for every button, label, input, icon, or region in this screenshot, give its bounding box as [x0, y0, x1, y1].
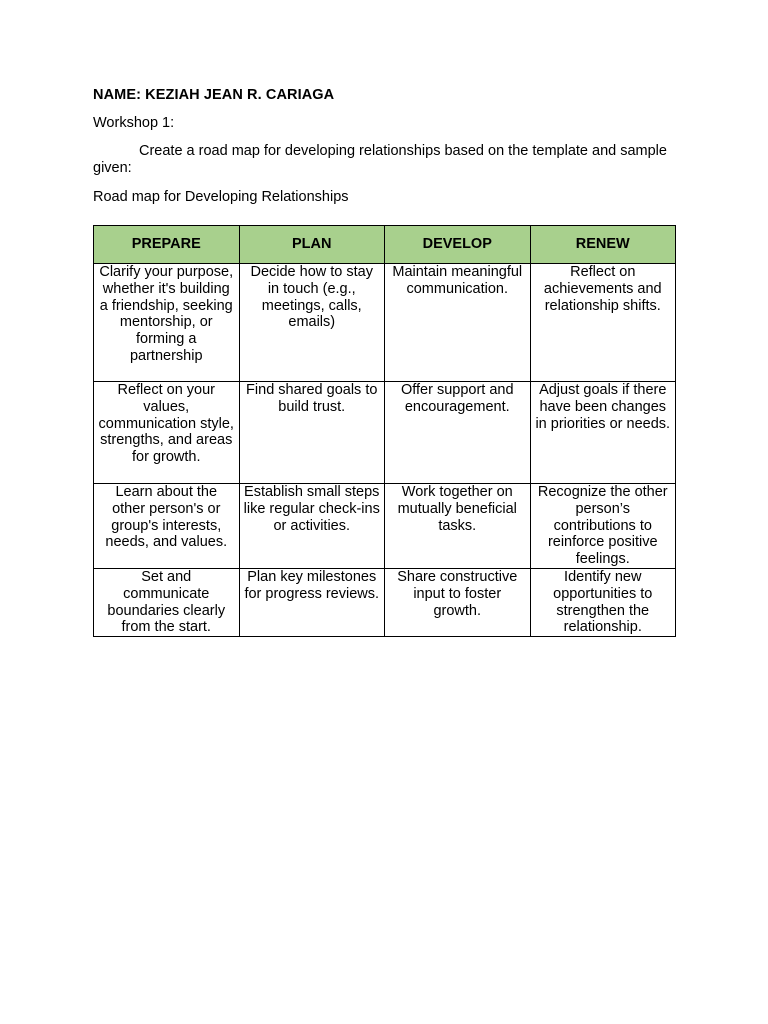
table-cell	[385, 484, 531, 569]
column-header-renew: RENEW	[530, 226, 676, 264]
cell-text: Adjust goals if there have been changes in priorities or needs.	[535, 382, 671, 432]
table-header-row	[94, 226, 676, 264]
column-header-plan: PLAN	[239, 226, 385, 264]
cell-text: Find shared goals to build trust.	[246, 382, 378, 415]
cell-text: Reflect on achievements and relationship shifts.	[543, 264, 662, 314]
table-row	[94, 484, 676, 569]
cell-text: Clarify your purpose, whether it's building a friendship, seeking mentorship, or forming a partnership	[99, 264, 234, 364]
column-header-develop: DEVELOP	[385, 226, 531, 264]
table-cell	[94, 382, 240, 484]
table-row	[94, 382, 676, 484]
cell-text: Plan key milestones for progress reviews.	[244, 569, 380, 602]
table-row	[94, 264, 676, 382]
instruction-text: Create a road map for developing relationships based on the template and sample given:	[93, 143, 667, 176]
table-cell	[94, 264, 240, 382]
cell-text: Offer support and encouragement.	[400, 382, 514, 415]
cell-text: Decide how to stay in touch (e.g., meetings, calls, emails)	[250, 264, 373, 331]
table-cell	[239, 484, 385, 569]
cell-text: Recognize the other person’s contributions to reinforce positive feelings.	[537, 484, 668, 568]
table-cell	[239, 569, 385, 637]
table-cell	[530, 484, 676, 569]
cell-text: Establish small steps like regular check-ins or activities.	[243, 484, 380, 534]
table-cell	[530, 382, 676, 484]
cell-text: Share constructive input to foster growth.	[397, 569, 518, 619]
table-cell	[239, 264, 385, 382]
table-cell	[94, 569, 240, 637]
cell-text: Work together on mutually beneficial tasks.	[397, 484, 517, 534]
column-header-prepare: PREPARE	[94, 226, 240, 264]
workshop-label: Workshop 1:	[93, 115, 175, 131]
roadmap-title: Road map for Developing Relationships	[93, 189, 349, 205]
table-cell	[385, 569, 531, 637]
table-cell	[385, 264, 531, 382]
table-cell	[530, 569, 676, 637]
cell-text: Maintain meaningful communication.	[392, 264, 523, 297]
table-cell	[385, 382, 531, 484]
cell-text: Set and communicate boundaries clearly from the start.	[107, 569, 226, 636]
student-name: NAME: KEZIAH JEAN R. CARIAGA	[93, 87, 335, 103]
table-row	[94, 569, 676, 637]
table-cell	[530, 264, 676, 382]
roadmap-table	[93, 225, 676, 637]
table-cell	[94, 484, 240, 569]
cell-text: Identify new opportunities to strengthen the relationship.	[553, 569, 653, 636]
cell-text: Learn about the other person's or group's interests, needs, and values.	[105, 484, 228, 551]
cell-text: Reflect on your values, communication style, strengths, and areas for growth.	[98, 382, 234, 466]
table-cell	[239, 382, 385, 484]
